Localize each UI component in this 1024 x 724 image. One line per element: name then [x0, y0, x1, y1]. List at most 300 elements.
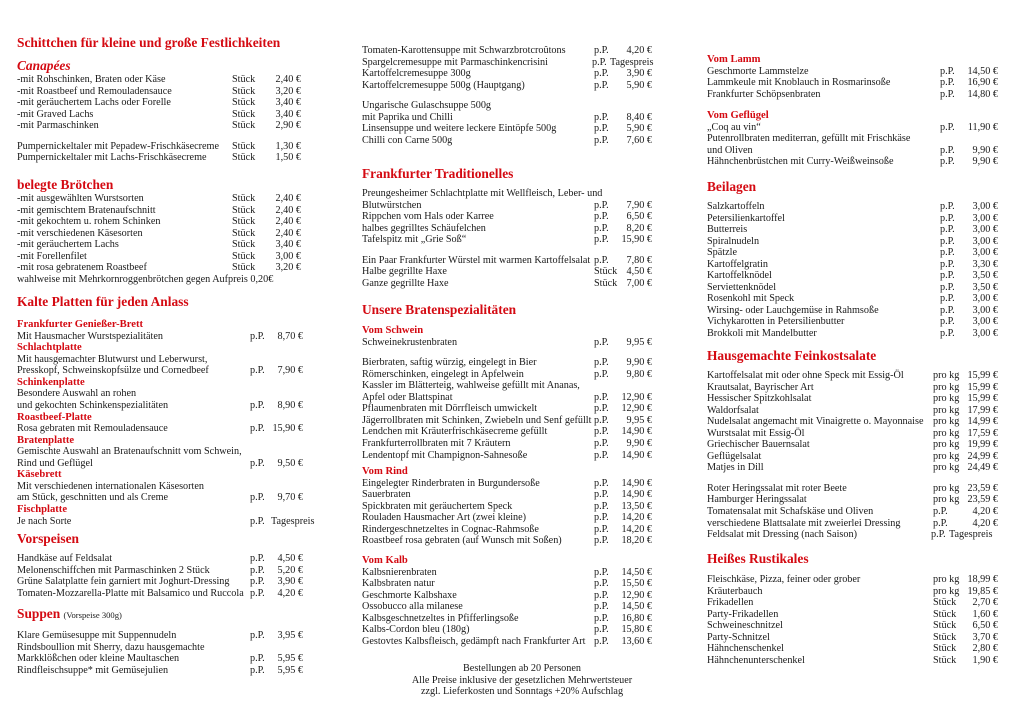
item-price: 5,95 €: [277, 653, 303, 665]
menu-item: [707, 270, 1007, 282]
item-price: 16,80 €: [621, 612, 652, 624]
group-title: Käsebrett: [17, 469, 62, 481]
item-unit: p.P.: [250, 492, 265, 504]
item-price: 24,49 €: [967, 462, 998, 474]
menu-item: [707, 282, 1007, 294]
menu-item: [707, 451, 1007, 463]
item-price: 4,50 €: [626, 266, 652, 278]
order-notes: [362, 663, 682, 698]
menu-item: [362, 57, 682, 69]
menu-item: [707, 259, 1007, 271]
menu-item: [362, 278, 682, 290]
item-unit: pro kg: [933, 404, 960, 416]
item-unit: Stück: [933, 643, 957, 655]
item-unit: p.P.: [594, 477, 609, 489]
item-price: 3,00 €: [972, 328, 998, 340]
item-unit: p.P.: [594, 199, 609, 211]
item-unit: p.P.: [933, 506, 948, 518]
item-name: Jägerrollbraten mit Schinken, Zwiebeln und Senf gefüllt: [362, 414, 592, 426]
group-description: Gemischte Auswahl an Bratenaufschnitt vom Schwein,: [17, 446, 242, 458]
menu-item-list: [707, 201, 1007, 340]
item-unit: p.P.: [940, 201, 955, 212]
section-heading: Beilagen: [707, 179, 757, 194]
item-name: Ungarische Gulaschsuppe 500g: [362, 100, 492, 112]
item-unit: p.P.: [940, 224, 955, 236]
section-heading: Canapées: [17, 58, 71, 73]
item-name: Spiralnudeln: [707, 235, 760, 247]
item-unit: p.P.: [931, 529, 946, 541]
item-unit: p.P.: [594, 512, 609, 524]
item-unit: Stück: [232, 108, 256, 120]
menu-item: [707, 609, 1007, 621]
menu-item: [362, 369, 682, 381]
item-price: 16,90 €: [967, 77, 998, 89]
section-heading: Heißes Rustikales: [707, 551, 809, 566]
item-unit: p.P.: [594, 403, 609, 415]
item-name: Tomatensalat mit Schafskäse und Oliven: [707, 506, 874, 518]
item-name: Lendchen mit Kräuterfrischkäsecreme gefüllt: [362, 426, 548, 438]
item-price: 2,80 €: [972, 643, 998, 655]
group-title: Bratenplatte: [17, 434, 75, 446]
menu-item: [17, 492, 337, 504]
item-name: -mit geräuchertem Lachs oder Forelle: [17, 97, 171, 109]
item-price: 2,40 €: [275, 74, 301, 85]
item-price: 7,90 €: [626, 199, 652, 211]
item-unit: p.P.: [250, 664, 265, 676]
menu-item: [362, 112, 682, 124]
menu-item: [17, 251, 337, 263]
menu-item-list: [362, 100, 682, 146]
item-price: 12,90 €: [621, 391, 652, 403]
menu-item: [362, 80, 682, 92]
menu-item-list: [362, 255, 682, 290]
item-unit: p.P.: [250, 576, 265, 588]
section-vom-kalb: [362, 555, 682, 647]
menu-item: [17, 642, 337, 654]
menu-item: [707, 145, 1007, 157]
section-suppen-continued: [362, 45, 682, 146]
item-name: -mit Roastbeef und Remouladensauce: [17, 85, 172, 97]
item-unit: Stück: [933, 654, 957, 666]
section-feinkostsalate: [707, 348, 1007, 541]
item-price: 9,95 €: [626, 414, 652, 426]
menu-item: [362, 255, 682, 267]
menu-item: [707, 66, 1007, 78]
item-price: 4,50 €: [277, 553, 303, 564]
item-unit: Stück: [232, 227, 256, 239]
menu-item-list: [707, 483, 1007, 541]
item-name: Geschmorte Lammstelze: [707, 65, 809, 77]
item-name: Pumpernickeltaler mit Pepadew-Frischkäsecreme: [17, 140, 219, 152]
item-price: 3,90 €: [277, 576, 303, 588]
item-name: -mit Rohschinken, Braten oder Käse: [17, 74, 166, 85]
item-name: Party-Frikadellen: [707, 608, 779, 620]
section-heading: Frankfurter Traditionelles: [362, 166, 514, 181]
menu-item: [362, 123, 682, 135]
item-price: 14,50 €: [621, 566, 652, 578]
item-price: 3,50 €: [972, 270, 998, 282]
order-note-line: Bestellungen ab 20 Personen: [463, 663, 581, 674]
menu-item: [362, 45, 682, 57]
item-unit: p.P.: [594, 601, 609, 613]
item-price: 3,50 €: [972, 281, 998, 293]
item-unit: Stück: [232, 193, 256, 204]
item-price: 9,50 €: [277, 457, 303, 469]
item-name: Geflügelsalat: [707, 450, 762, 462]
menu-item: [362, 223, 682, 235]
item-price: 4,20 €: [277, 587, 303, 599]
item-name: Bierbraten, saftig würzig, eingelegt in Bier: [362, 357, 537, 369]
item-unit: p.P.: [250, 564, 265, 576]
menu-item-list: [362, 567, 682, 648]
item-price: 5,90 €: [626, 123, 652, 135]
item-name: verschiedene Blattsalate mit zweierlei Dressing: [707, 517, 901, 529]
item-unit: Stück: [232, 262, 256, 274]
section-vom-lamm: [707, 54, 1007, 100]
menu-item: [707, 597, 1007, 609]
menu-item: [707, 494, 1007, 506]
item-unit: p.P.: [250, 423, 265, 435]
item-unit: p.P.: [940, 144, 955, 156]
menu-item: [707, 382, 1007, 394]
item-name: Ganze gegrillte Haxe: [362, 277, 449, 289]
item-price: 3,95 €: [277, 630, 303, 641]
item-unit: p.P.: [940, 235, 955, 247]
menu-item: [362, 266, 682, 278]
item-unit: pro kg: [933, 450, 960, 462]
menu-item: [707, 655, 1007, 667]
item-name: Kartoffelsalat mit oder ohne Speck mit Essig-Öl: [707, 370, 904, 381]
menu-item: [17, 228, 337, 240]
item-price: 15,90 €: [621, 234, 652, 246]
item-name: -mit Parmaschinken: [17, 120, 99, 132]
item-unit: p.P.: [940, 316, 955, 328]
item-unit: p.P.: [594, 535, 609, 547]
item-unit: p.P.: [940, 328, 955, 340]
menu-item-list: [707, 122, 1007, 168]
menu-item: [707, 529, 1007, 541]
menu-item-list: [362, 478, 682, 547]
menu-item: [17, 239, 337, 251]
item-unit: p.P.: [594, 624, 609, 636]
item-unit: p.P.: [594, 612, 609, 624]
item-price: 15,99 €: [967, 381, 998, 393]
menu-item-list: [707, 66, 1007, 101]
menu-item: [362, 578, 682, 590]
menu-item-list: [707, 574, 1007, 666]
item-price: 9,90 €: [972, 156, 998, 168]
group-description: Besondere Auswahl an rohen: [17, 388, 137, 400]
item-name: -mit rosa gebratenem Roastbeef: [17, 262, 147, 274]
menu-item: [362, 524, 682, 536]
item-price: 14,90 €: [621, 449, 652, 461]
menu-item: [362, 601, 682, 613]
platten-group: [17, 342, 337, 377]
item-unit: p.P.: [594, 357, 609, 369]
item-price: 14,99 €: [967, 416, 998, 428]
item-name: Kassler im Blätterteig, wahlweise gefüllt mit Ananas,: [362, 380, 580, 392]
platten-group: [17, 377, 337, 412]
item-unit: p.P.: [594, 79, 609, 91]
item-unit: p.P.: [594, 578, 609, 590]
menu-item: [707, 416, 1007, 428]
item-price: 15,99 €: [967, 370, 998, 381]
item-name: Hähnchenbrüstchen mit Curry-Weißweinsoße: [707, 156, 894, 168]
item-unit: p.P.: [940, 281, 955, 293]
section-heading: Hausgemachte Feinkostsalate: [707, 348, 877, 363]
item-price: 3,00 €: [972, 224, 998, 236]
item-price: 3,00 €: [972, 304, 998, 316]
item-name: Rosa gebraten mit Remouladensauce: [17, 423, 168, 435]
item-unit: p.P.: [594, 449, 609, 461]
item-name: Frikadellen: [707, 597, 754, 609]
item-name: Melonenschiffchen mit Parmaschinken 2 Stück: [17, 564, 210, 576]
item-name: Kartoffelcremesuppe 300g: [362, 68, 471, 80]
menu-item-list: [362, 45, 682, 91]
item-price: 3,70 €: [972, 631, 998, 643]
menu-item: [707, 293, 1007, 305]
menu-item: [362, 135, 682, 147]
item-price: Tagespreis: [949, 529, 993, 541]
menu-item: [17, 576, 337, 588]
platten-group: [17, 435, 337, 470]
item-price: 5,95 €: [277, 664, 303, 676]
menu-item: [707, 393, 1007, 405]
item-name: mit Paprika und Chilli: [362, 111, 453, 123]
item-name: -mit Graved Lachs: [17, 108, 94, 120]
group-title: Vom Kalb: [362, 555, 408, 566]
item-unit: Stück: [933, 631, 957, 643]
page-title-text: Schittchen für kleine und große Festlichkeiten: [17, 35, 281, 50]
item-price: 3,00 €: [972, 247, 998, 259]
menu-item: [707, 405, 1007, 417]
item-price: 19,99 €: [967, 439, 998, 451]
item-name: Krautsalat, Bayrischer Art: [707, 381, 814, 393]
item-unit: p.P.: [594, 500, 609, 512]
menu-item: [362, 512, 682, 524]
item-name: Wirsing- oder Lauchgemüse in Rahmsoße: [707, 304, 879, 316]
item-unit: p.P.: [594, 635, 609, 647]
item-name: Handkäse auf Feldsalat: [17, 553, 113, 564]
item-unit: p.P.: [594, 437, 609, 449]
item-name: Linsensuppe und weitere leckere Eintöpfe 500g: [362, 123, 557, 135]
item-price: 3,20 €: [275, 262, 301, 274]
item-unit: Stück: [594, 277, 618, 289]
section-heading: Vorspeisen: [17, 531, 80, 546]
item-name: und gekochten Schinkenspezialitäten: [17, 399, 169, 411]
item-unit: pro kg: [933, 439, 960, 451]
menu-item: [707, 574, 1007, 586]
group-title: Roastbeef-Platte: [17, 411, 92, 423]
item-price: 15,50 €: [621, 578, 652, 590]
item-unit: p.P.: [940, 247, 955, 259]
menu-item: [362, 450, 682, 462]
item-name: Halbe gegrillte Haxe: [362, 266, 447, 278]
menu-item: [707, 89, 1007, 101]
menu-item: [707, 305, 1007, 317]
menu-item: [707, 370, 1007, 382]
item-unit: p.P.: [594, 523, 609, 535]
order-note-line: Alle Preise inklusive der gesetzlichen Mehrwertsteuer: [411, 674, 633, 686]
item-name: Kalbs-Cordon bleu (180g): [362, 624, 470, 636]
item-unit: p.P.: [594, 391, 609, 403]
item-name: -mit gekochtem u. rohem Schinken: [17, 216, 161, 228]
item-name: halbes gegrilltes Schäufelchen: [362, 222, 486, 234]
menu-item: [362, 535, 682, 547]
menu-item: [362, 188, 682, 200]
item-unit: p.P.: [594, 414, 609, 426]
menu-item: [17, 262, 337, 274]
item-price: 18,99 €: [967, 574, 998, 585]
item-name: Schweinekrustenbraten: [362, 336, 458, 348]
item-price: 3,40 €: [275, 239, 301, 251]
platten-group: [17, 319, 337, 342]
item-name: Rosenkohl mit Speck: [707, 293, 795, 305]
menu-item: [707, 201, 1007, 213]
item-unit: p.P.: [933, 517, 948, 529]
item-price: 14,90 €: [621, 489, 652, 501]
item-name: Rindsboullion mit Sherry, dazu hausgemachte: [17, 641, 205, 653]
menu-item: [707, 518, 1007, 530]
section-subheading: (Vorspeise 300g): [63, 610, 122, 620]
item-price: 3,30 €: [972, 258, 998, 270]
item-name: Tomaten-Karottensuppe mit Schwarzbrotcroûtons: [362, 45, 566, 56]
menu-item: [17, 588, 337, 600]
item-unit: p.P.: [250, 457, 265, 469]
item-name: Apfel oder Blattspinat: [362, 391, 453, 403]
item-name: Butterreis: [707, 224, 748, 236]
item-price: 9,70 €: [277, 492, 303, 504]
item-price: 8,40 €: [626, 111, 652, 123]
section-heading: Unsere Bratenspezialitäten: [362, 302, 517, 317]
item-unit: p.P.: [940, 121, 955, 133]
item-price: 7,60 €: [626, 134, 652, 146]
item-name: Nudelsalat angemacht mit Vinaigrette o. Mayonnaise: [707, 416, 924, 428]
menu-item-list: [362, 357, 682, 461]
menu-item: [707, 77, 1007, 89]
item-unit: Stück: [232, 239, 256, 251]
item-price: 6,50 €: [626, 211, 652, 223]
menu-item: [362, 415, 682, 427]
item-name: Hähnchenunterschenkel: [707, 654, 805, 666]
item-name: Presskopf, Schweinskopfsülze und Cornedbeef: [17, 365, 209, 377]
group-description: Mit verschiedenen internationalen Käsesorten: [17, 480, 204, 492]
item-unit: p.P.: [940, 77, 955, 89]
menu-item: [17, 152, 337, 164]
item-name: Ossobucco alla milanese: [362, 601, 463, 613]
group-title: Vom Geflügel: [707, 110, 769, 121]
menu-item: [707, 428, 1007, 440]
menu-item: [362, 501, 682, 513]
menu-item: [707, 483, 1007, 495]
item-price: 2,40 €: [275, 204, 301, 216]
item-price: 14,20 €: [621, 523, 652, 535]
item-unit: pro kg: [933, 370, 960, 381]
item-name: Gestovtes Kalbsfleisch, gedämpft nach Frankfurter Art: [362, 635, 586, 647]
menu-item-list: [17, 141, 337, 164]
menu-item-list: [362, 188, 682, 246]
menu-item: [362, 200, 682, 212]
item-name: -mit verschiedenen Käsesorten: [17, 227, 143, 239]
item-name: Kräuterbauch: [707, 585, 763, 597]
item-name: Vichykarotten in Petersilienbutter: [707, 316, 845, 328]
item-unit: p.P.: [592, 56, 607, 68]
item-unit: p.P.: [250, 553, 265, 564]
item-unit: pro kg: [933, 585, 960, 597]
menu-item: [707, 462, 1007, 474]
item-name: Geschmorte Kalbshaxe: [362, 589, 457, 601]
item-unit: Stück: [232, 120, 256, 132]
item-name: Grüne Salatplatte fein garniert mit Joghurt-Dressing: [17, 576, 230, 588]
item-unit: p.P.: [594, 134, 609, 146]
menu-item: [362, 403, 682, 415]
section-heading: belegte Brötchen: [17, 177, 114, 192]
item-price: 2,90 €: [275, 120, 301, 132]
item-unit: p.P.: [594, 234, 609, 246]
item-name: Roter Heringssalat mit roter Beete: [707, 482, 847, 494]
item-name: Hessischer Spitzkohlsalat: [707, 393, 812, 405]
menu-item: [362, 489, 682, 501]
item-name: -mit geräuchertem Lachs: [17, 239, 119, 251]
item-name: Kalbsnierenbraten: [362, 566, 437, 578]
item-name: Mit Hausmacher Wurstspezialitäten: [17, 330, 163, 342]
item-name: Hamburger Heringssalat: [707, 494, 807, 506]
item-unit: p.P.: [250, 515, 265, 527]
section-suppen: [17, 606, 337, 676]
item-price: 3,00 €: [972, 293, 998, 305]
item-price: 18,20 €: [621, 535, 652, 547]
item-name: -mit ausgewählten Wurstsorten: [17, 193, 144, 204]
item-name: Schweineschnitzel: [707, 620, 783, 632]
item-name: Wurstsalat mit Essig-Öl: [707, 427, 805, 439]
item-price: 3,00 €: [972, 235, 998, 247]
section-heisses-rustikales: [707, 551, 1007, 666]
item-price: 1,50 €: [275, 152, 301, 164]
section-heading: Kalte Platten für jeden Anlass: [17, 294, 189, 309]
item-price: 8,90 €: [277, 399, 303, 411]
menu-item: [362, 234, 682, 246]
item-name: Party-Schnitzel: [707, 631, 770, 643]
menu-item: [362, 624, 682, 636]
item-unit: p.P.: [250, 365, 265, 377]
item-price: 8,70 €: [277, 330, 303, 342]
menu-item: [707, 586, 1007, 598]
menu-item: [707, 122, 1007, 134]
item-unit: Stück: [232, 74, 256, 85]
item-name: Rouladen Hausmacher Art (zwei kleine): [362, 512, 527, 524]
menu-item: [362, 68, 682, 80]
group-title: Vom Schwein: [362, 325, 424, 336]
menu-item: [362, 357, 682, 369]
item-price: 14,50 €: [621, 601, 652, 613]
section-bratenspezialitaeten: [362, 302, 682, 461]
item-name: Frankfurter Schöpsenbraten: [707, 88, 821, 100]
item-name: Preungesheimer Schlachtplatte mit Wellfleisch, Leber- und: [362, 188, 603, 199]
item-unit: Stück: [933, 608, 957, 620]
menu-item: [362, 100, 682, 112]
item-name: Rindfleischsuppe* mit Gemüsejulien: [17, 664, 169, 676]
item-price: 17,99 €: [967, 404, 998, 416]
item-unit: p.P.: [940, 258, 955, 270]
section-heading: Suppen: [17, 606, 61, 621]
menu-item: [17, 565, 337, 577]
item-unit: pro kg: [933, 393, 960, 405]
item-unit: p.P.: [940, 304, 955, 316]
item-price: 3,40 €: [275, 108, 301, 120]
menu-item: [707, 247, 1007, 259]
platten-group: [17, 504, 337, 527]
item-name: am Stück, geschnitten und als Creme: [17, 492, 169, 504]
